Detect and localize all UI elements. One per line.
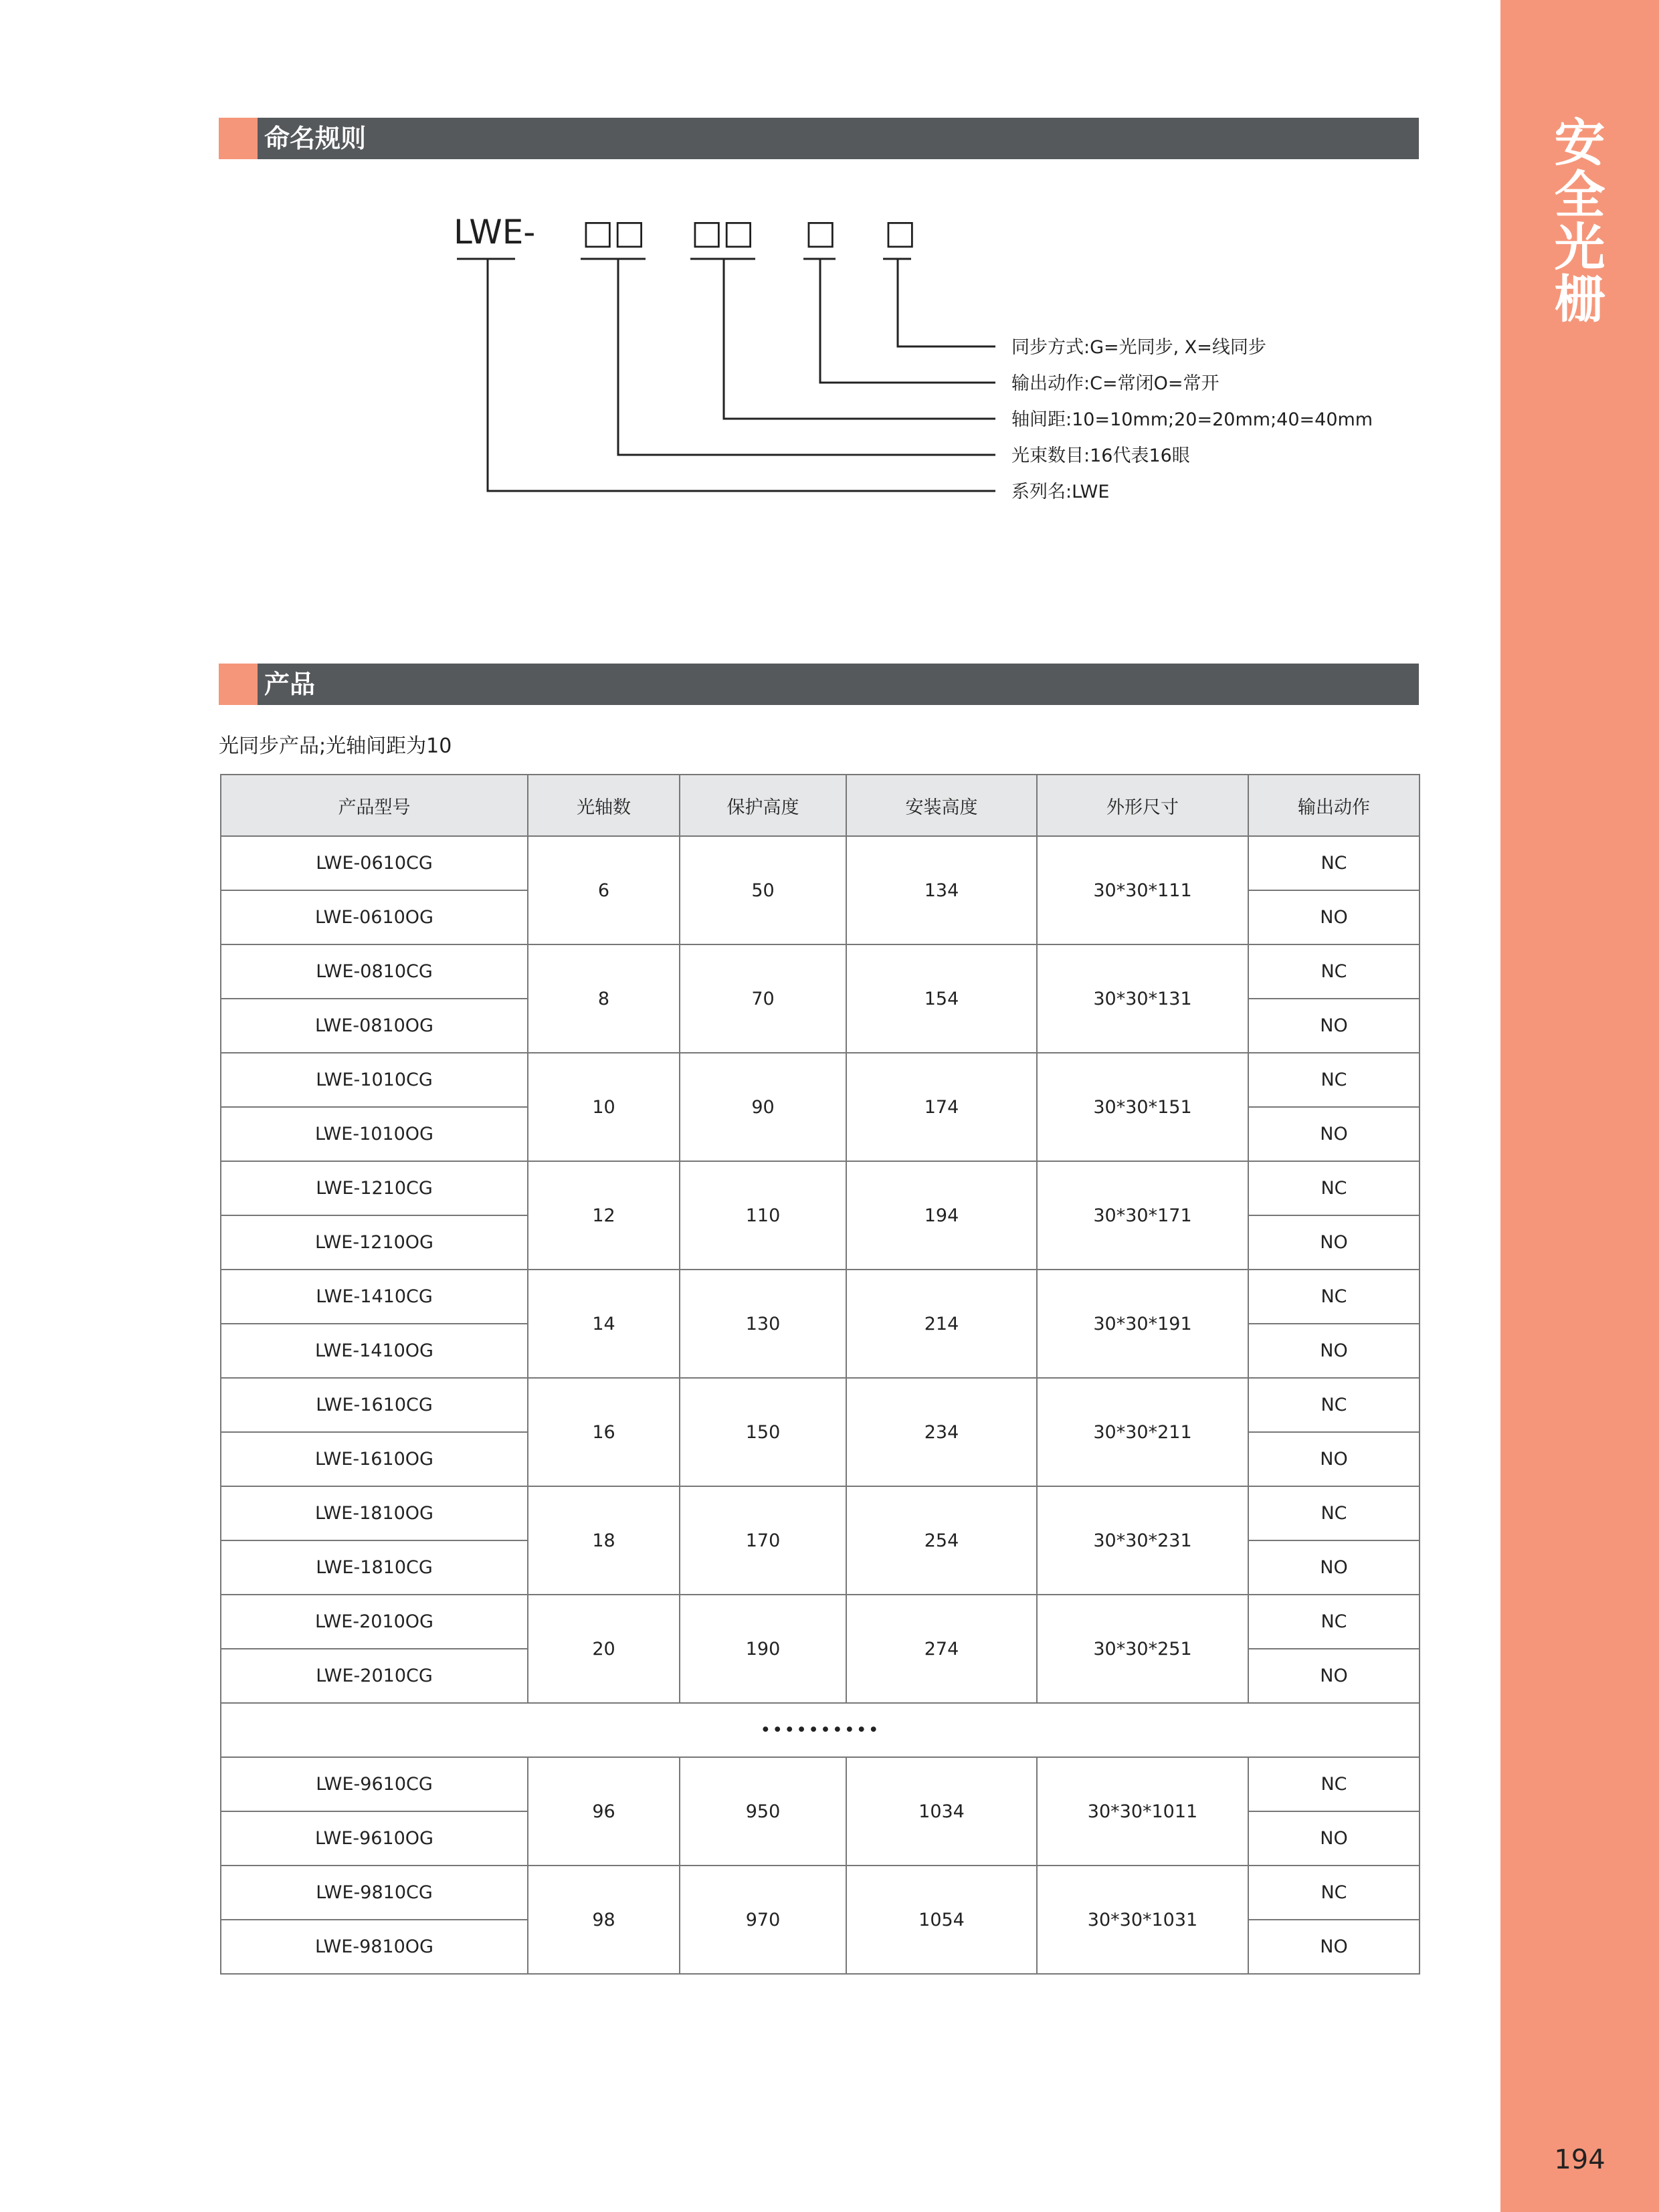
desc-pitch: 轴间距:10=10mm;20=20mm;40=40mm [1011, 409, 1373, 430]
table-row [221, 1270, 1420, 1324]
header-size: 外形尺寸 [1037, 775, 1248, 836]
output-cell: NC [1248, 836, 1420, 890]
code-box-count: □□ [582, 213, 646, 252]
output-cell: NC [1248, 944, 1420, 999]
leader-output [820, 259, 995, 383]
model-cell: LWE-1010OG [221, 1107, 528, 1161]
model-cell: LWE-0610OG [221, 890, 528, 944]
size-cell: 30*30*231 [1037, 1486, 1248, 1595]
install-height-cell: 134 [846, 836, 1037, 944]
model-cell: LWE-2010OG [221, 1595, 528, 1649]
side-tab-char: 栅 [1554, 270, 1605, 329]
model-cell: LWE-1810OG [221, 1486, 528, 1540]
protect-height-cell: 170 [680, 1486, 846, 1595]
size-cell: 30*30*111 [1037, 836, 1248, 944]
output-cell: NC [1248, 1486, 1420, 1540]
axes-cell: 12 [528, 1161, 680, 1270]
products-section-title: 产品 [264, 670, 316, 699]
header-axes: 光轴数 [528, 775, 680, 836]
install-height-cell: 214 [846, 1270, 1037, 1378]
protect-height-cell: 150 [680, 1378, 846, 1486]
model-cell: LWE-1810CG [221, 1540, 528, 1595]
product-table [220, 774, 1420, 1975]
axes-cell: 20 [528, 1595, 680, 1703]
protect-height-cell: 130 [680, 1270, 846, 1378]
side-tab-title [1500, 113, 1659, 329]
leader-series [488, 259, 995, 491]
section-accent [219, 664, 258, 705]
model-cell: LWE-9810OG [221, 1920, 528, 1974]
output-cell: NO [1248, 1811, 1420, 1866]
axes-cell: 16 [528, 1378, 680, 1486]
protect-height-cell: 90 [680, 1053, 846, 1161]
axes-cell: 98 [528, 1866, 680, 1974]
protect-height-cell: 110 [680, 1161, 846, 1270]
output-cell: NC [1248, 1866, 1420, 1920]
size-cell: 30*30*191 [1037, 1270, 1248, 1378]
size-cell: 30*30*131 [1037, 944, 1248, 1053]
output-cell: NO [1248, 1107, 1420, 1161]
protect-height-cell: 970 [680, 1866, 846, 1974]
output-cell: NC [1248, 1161, 1420, 1215]
output-cell: NO [1248, 1432, 1420, 1486]
protect-height-cell: 950 [680, 1757, 846, 1866]
table-row [221, 944, 1420, 999]
model-cell: LWE-1210OG [221, 1215, 528, 1270]
leader-pitch [724, 259, 995, 419]
size-cell: 30*30*251 [1037, 1595, 1248, 1703]
code-box-pitch: □□ [691, 213, 755, 252]
header-protect-height: 保护高度 [680, 775, 846, 836]
axes-cell: 8 [528, 944, 680, 1053]
naming-section-title: 命名规则 [264, 124, 367, 153]
naming-diagram [0, 0, 1498, 535]
protect-height-cell: 70 [680, 944, 846, 1053]
products-section-header [219, 664, 1419, 705]
output-cell: NO [1248, 1920, 1420, 1974]
code-prefix: LWE- [454, 213, 536, 252]
output-cell: NO [1248, 1540, 1420, 1595]
install-height-cell: 174 [846, 1053, 1037, 1161]
output-cell: NC [1248, 1270, 1420, 1324]
output-cell: NO [1248, 890, 1420, 944]
ellipsis-cell: •••••••••• [221, 1703, 1420, 1757]
table-header-row [221, 775, 1420, 836]
side-tab-char: 光 [1554, 217, 1605, 277]
axes-cell: 96 [528, 1757, 680, 1866]
install-height-cell: 1034 [846, 1757, 1037, 1866]
header-output: 输出动作 [1248, 775, 1420, 836]
table-row [221, 1595, 1420, 1649]
model-cell: LWE-1410CG [221, 1270, 528, 1324]
model-cell: LWE-1210CG [221, 1161, 528, 1215]
products-subtitle: 光同步产品;光轴间距为10 [219, 734, 452, 758]
install-height-cell: 194 [846, 1161, 1037, 1270]
install-height-cell: 254 [846, 1486, 1037, 1595]
model-cell: LWE-0810OG [221, 999, 528, 1053]
output-cell: NC [1248, 1757, 1420, 1811]
table-row [221, 1378, 1420, 1432]
protect-height-cell: 50 [680, 836, 846, 944]
code-box-output: □ [805, 213, 837, 252]
model-cell: LWE-0610CG [221, 836, 528, 890]
leader-count [618, 259, 995, 455]
side-tab-char: 安 [1554, 113, 1605, 173]
table-row [221, 1757, 1420, 1811]
model-cell: LWE-9810CG [221, 1866, 528, 1920]
page-number: 194 [1554, 2144, 1605, 2175]
table-row [221, 1053, 1420, 1107]
table-row [221, 836, 1420, 890]
size-cell: 30*30*211 [1037, 1378, 1248, 1486]
axes-cell: 6 [528, 836, 680, 944]
model-cell: LWE-1010CG [221, 1053, 528, 1107]
header-model: 产品型号 [221, 775, 528, 836]
table-row [221, 1486, 1420, 1540]
size-cell: 30*30*151 [1037, 1053, 1248, 1161]
table-row [221, 1866, 1420, 1920]
output-cell: NC [1248, 1053, 1420, 1107]
code-box-sync: □ [884, 213, 916, 252]
output-cell: NC [1248, 1595, 1420, 1649]
model-cell: LWE-0810CG [221, 944, 528, 999]
protect-height-cell: 190 [680, 1595, 846, 1703]
output-cell: NO [1248, 1649, 1420, 1703]
axes-cell: 14 [528, 1270, 680, 1378]
axes-cell: 10 [528, 1053, 680, 1161]
model-cell: LWE-9610OG [221, 1811, 528, 1866]
desc-series: 系列名:LWE [1011, 482, 1110, 502]
size-cell: 30*30*171 [1037, 1161, 1248, 1270]
output-cell: NO [1248, 999, 1420, 1053]
table-row-ellipsis [221, 1703, 1420, 1757]
size-cell: 30*30*1031 [1037, 1866, 1248, 1974]
install-height-cell: 1054 [846, 1866, 1037, 1974]
model-cell: LWE-2010CG [221, 1649, 528, 1703]
desc-output: 输出动作:C=常闭O=常开 [1011, 373, 1219, 394]
size-cell: 30*30*1011 [1037, 1757, 1248, 1866]
side-tab [1500, 0, 1659, 2212]
output-cell: NC [1248, 1378, 1420, 1432]
leader-sync [898, 259, 995, 346]
model-cell: LWE-9610CG [221, 1757, 528, 1811]
header-install-height: 安装高度 [846, 775, 1037, 836]
side-tab-char: 全 [1554, 165, 1605, 225]
model-cell: LWE-1610OG [221, 1432, 528, 1486]
install-height-cell: 234 [846, 1378, 1037, 1486]
install-height-cell: 274 [846, 1595, 1037, 1703]
model-cell: LWE-1410OG [221, 1324, 528, 1378]
table-row [221, 1161, 1420, 1215]
install-height-cell: 154 [846, 944, 1037, 1053]
axes-cell: 18 [528, 1486, 680, 1595]
desc-sync: 同步方式:G=光同步, X=线同步 [1011, 337, 1266, 358]
output-cell: NO [1248, 1215, 1420, 1270]
desc-count: 光束数目:16代表16眼 [1011, 445, 1190, 466]
output-cell: NO [1248, 1324, 1420, 1378]
model-cell: LWE-1610CG [221, 1378, 528, 1432]
